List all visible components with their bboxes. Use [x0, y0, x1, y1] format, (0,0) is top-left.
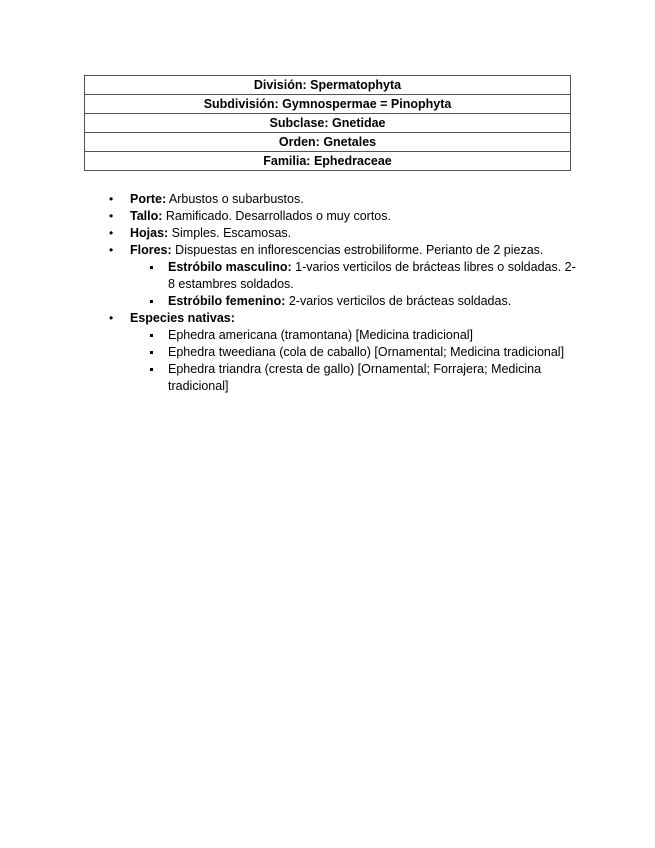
bullet-icon: • — [109, 226, 114, 240]
square-bullet-icon — [150, 300, 153, 303]
species-text: Ephedra triandra (cresta de gallo) [Ornamental; Forrajera; Medicina tradicional] — [168, 362, 542, 393]
table-row — [85, 152, 571, 171]
trait-label: Porte: — [130, 192, 167, 206]
species-text: Ephedra tweediana (cola de caballo) [Ornamental; Medicina tradicional] — [168, 345, 565, 359]
bullet-icon: • — [109, 243, 114, 257]
taxonomy-order: Orden: Gnetales — [85, 133, 571, 152]
trait-text: Ramificado. Desarrollados o muy cortos. — [162, 209, 391, 223]
species-item — [130, 361, 578, 395]
list-item-femenino — [130, 293, 578, 310]
list-item-porte — [108, 191, 578, 208]
trait-text: Dispuestas en inflorescencias estrobiliforme. Perianto de 2 piezas. — [171, 243, 544, 257]
taxonomy-subclass: Subclase: Gnetidae — [85, 114, 571, 133]
species-sublist — [130, 327, 578, 395]
trait-label: Hojas: — [130, 226, 169, 240]
traits-list — [108, 191, 578, 395]
species-text: Ephedra americana (tramontana) [Medicina tradicional] — [168, 328, 474, 342]
bullet-icon: • — [109, 311, 114, 325]
square-bullet-icon — [150, 334, 153, 337]
flower-sublist — [130, 259, 578, 310]
trait-text: Simples. Escamosas. — [168, 226, 292, 240]
table-row — [85, 133, 571, 152]
bullet-icon: • — [109, 192, 114, 206]
species-item — [130, 344, 578, 361]
trait-text: 2-varios verticilos de brácteas soldadas. — [285, 294, 512, 308]
square-bullet-icon — [150, 351, 153, 354]
table-row — [85, 76, 571, 95]
species-item — [130, 327, 578, 344]
trait-label: Tallo: — [130, 209, 163, 223]
taxonomy-division: División: Spermatophyta — [85, 76, 571, 95]
list-item-especies — [108, 310, 578, 395]
list-item-masculino — [130, 259, 578, 293]
taxonomy-table — [84, 75, 571, 171]
trait-text: Arbustos o subarbustos. — [166, 192, 304, 206]
trait-label: Estróbilo masculino: — [168, 260, 292, 274]
trait-text: 1-varios verticilos de brácteas libres o soldadas. 2-8 estambres soldados. — [168, 260, 576, 291]
list-item-hojas — [108, 225, 578, 242]
trait-label: Estróbilo femenino: — [168, 294, 286, 308]
list-item-tallo — [108, 208, 578, 225]
taxonomy-subdivision: Subdivisión: Gymnospermae = Pinophyta — [85, 95, 571, 114]
trait-label: Flores: — [130, 243, 172, 257]
species-label: Especies nativas: — [130, 311, 235, 325]
square-bullet-icon — [150, 266, 153, 269]
bullet-icon: • — [109, 209, 114, 223]
square-bullet-icon — [150, 368, 153, 371]
table-row — [85, 114, 571, 133]
taxonomy-family: Familia: Ephedraceae — [85, 152, 571, 171]
list-item-flores — [108, 242, 578, 310]
table-row — [85, 95, 571, 114]
